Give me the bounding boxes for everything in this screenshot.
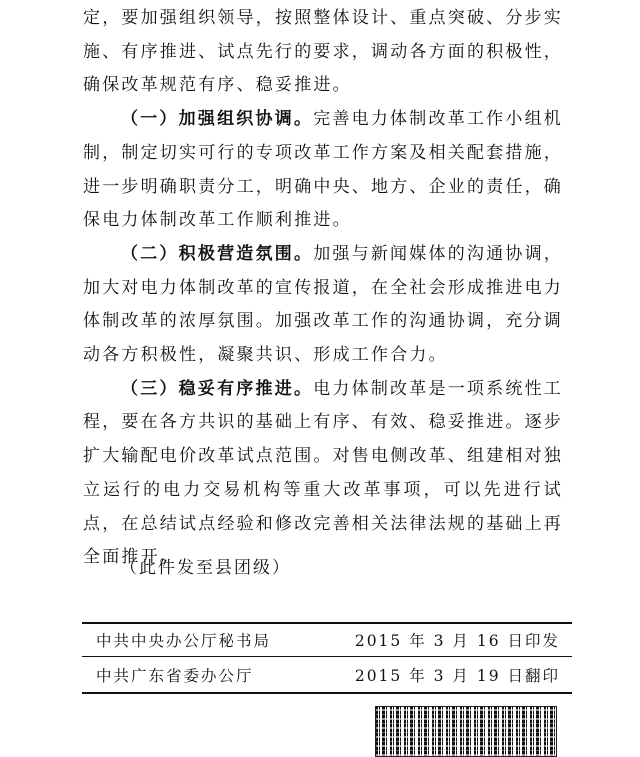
issuance-date: 2015 年 3 月 16 日印发 [354,632,560,650]
paragraph-text: 加强与新闻媒体的沟通协调，加大对电力体制改革的宣传报道，在全社会形成推进电力体制改革的浓厚氛围。加强改革工作的沟通协调，充分调动各方积极性，凝聚共识、形成工作合力。 [83,243,564,366]
divider-bottom [82,692,572,694]
issuance-row [96,629,560,651]
paragraph-text: 定，要加强组织领导，按照整体设计、重点突破、分步实施、有序推进、试点先行的要求，调动各方面的积极性，确保改革规范有序、稳妥推进。 [83,8,563,96]
paragraph-heading: （二）积极营造氛围。 [121,243,314,264]
paragraph-heading: （一）加强组织协调。 [121,109,314,130]
reprint-date: 2015 年 3 月 19 日翻印 [354,667,560,685]
paragraph-heading: （三）稳妥有序推进。 [121,378,314,399]
reprinting-office: 中共广东省委办公厅 [96,667,254,685]
document-body [83,2,563,575]
reprint-row [96,664,560,686]
distribution-note: （此件发至县团级） [120,558,291,578]
paragraph-text: 电力体制改革是一项系统性工程，要在各方共识的基础上有序、有效、稳妥推进。逐步扩大输配电价改革试点范围。对售电侧改革、组建相对独立运行的电力交易机构等重大改革事项，可以先进行试点，在总结试点经验和修改完善相关法律法规的基础上再全面推开。 [83,378,564,568]
paragraph-intro-continuation [83,2,563,103]
barcode-pattern [376,707,556,756]
paragraph-organization-coordination [83,103,563,238]
issuing-office: 中共中央办公厅秘书局 [96,632,272,650]
divider-top [82,622,572,624]
paragraph-orderly-progress [83,373,563,575]
barcode-image [375,706,557,757]
divider-middle [82,656,572,657]
paragraph-atmosphere [83,238,563,373]
paragraph-text: 完善电力体制改革工作小组机制，制定切实可行的专项改革工作方案及相关配套措施，进一步明确职责分工，明确中央、地方、企业的责任，确保电力体制改革工作顺利推进。 [83,109,564,231]
